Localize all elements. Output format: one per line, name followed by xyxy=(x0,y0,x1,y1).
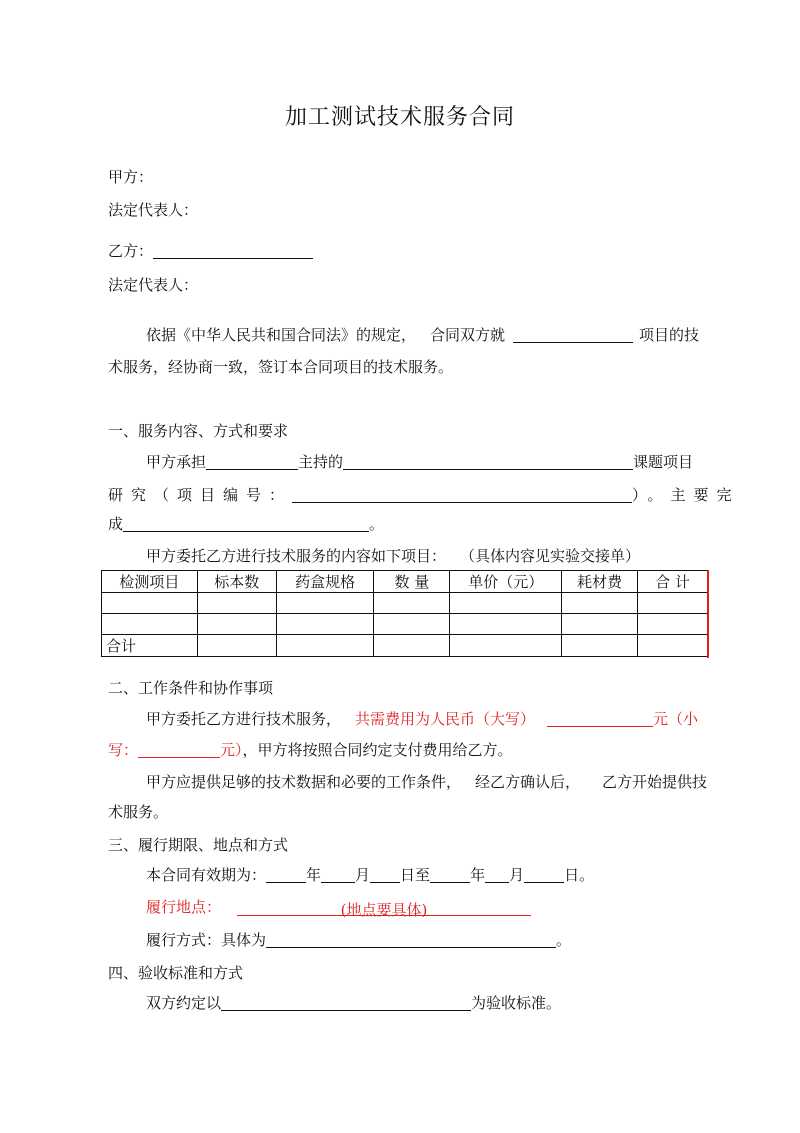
section-2-heading: 二、工作条件和协作事项 xyxy=(108,679,274,697)
table-cell[interactable] xyxy=(102,614,198,635)
table-cell[interactable] xyxy=(197,635,276,657)
fee-label-uppercase: 共需费用为人民币（大写） xyxy=(355,710,536,728)
method-end: 。 xyxy=(556,931,572,949)
section-1-heading: 一、服务内容、方式和要求 xyxy=(108,422,289,440)
day-to-label: 日至 xyxy=(400,866,431,884)
method-label: 履行方式：具体为 xyxy=(146,931,267,949)
s1-text-h: 甲方委托乙方进行技术服务的内容如下项目： xyxy=(146,547,447,565)
end-month-field[interactable] xyxy=(485,866,509,883)
section-1-line-1 xyxy=(146,451,693,472)
intro-line-1 xyxy=(146,324,699,345)
host-field[interactable] xyxy=(206,453,298,470)
table-header: 数 量 xyxy=(374,571,450,593)
term-label: 本合同有效期为： xyxy=(146,866,267,884)
table-cell[interactable] xyxy=(197,593,276,614)
place-hint: (地点要具体) xyxy=(340,901,428,919)
section-1-line-4 xyxy=(146,545,640,566)
s4-text-b: 为验收标准。 xyxy=(471,994,562,1012)
fee-lowercase-field[interactable] xyxy=(138,741,220,758)
project-number-field[interactable] xyxy=(292,486,632,503)
s1-text-f: 成 xyxy=(108,515,124,533)
table-header: 耗材费 xyxy=(562,571,638,593)
table-cell[interactable] xyxy=(450,593,562,614)
completion-field[interactable] xyxy=(123,515,369,532)
table-cell[interactable] xyxy=(638,593,708,614)
table-header: 单价（元） xyxy=(450,571,562,593)
table-total-label: 合计 xyxy=(102,635,198,657)
fee-label-lowercase: 写： xyxy=(108,741,139,759)
month-label: 月 xyxy=(509,866,525,884)
section-3-heading: 三、履行期限、地点和方式 xyxy=(108,836,289,854)
table-cell[interactable] xyxy=(562,593,638,614)
table-cell[interactable] xyxy=(638,635,708,657)
table-header: 标本数 xyxy=(197,571,276,593)
intro-text-c: 项目的技 xyxy=(639,326,700,344)
section-1-line-2 xyxy=(108,484,740,505)
s2-text-d: 经乙方确认后， xyxy=(475,773,581,791)
table-cell[interactable] xyxy=(450,635,562,657)
section-3-place xyxy=(146,896,531,917)
intro-text-b: 合同双方就 xyxy=(430,326,506,344)
section-4-heading: 四、验收标准和方式 xyxy=(108,964,244,982)
end-day-field[interactable] xyxy=(524,866,564,883)
party-b-field[interactable] xyxy=(153,242,313,259)
place-label: 履行地点： xyxy=(146,898,222,916)
party-b-label: 乙方： xyxy=(108,242,154,260)
s1-note: （具体内容见实验交接单） xyxy=(460,547,641,565)
table-header: 检测项目 xyxy=(102,571,198,593)
table-header: 药盒规格 xyxy=(276,571,374,593)
table-cell[interactable] xyxy=(562,614,638,635)
s2-text-e: 乙方开始提供技 xyxy=(602,773,708,791)
topic-field[interactable] xyxy=(343,453,633,470)
party-a-label: 甲方： xyxy=(108,168,154,186)
table-cell[interactable] xyxy=(374,614,450,635)
table-cell[interactable] xyxy=(276,593,374,614)
section-2-line-4: 术服务。 xyxy=(108,803,169,821)
section-2-line-1 xyxy=(146,708,698,729)
table-cell[interactable] xyxy=(450,614,562,635)
table-row xyxy=(102,593,708,614)
table-row xyxy=(102,614,708,635)
section-3-method xyxy=(146,929,571,950)
year-label: 年 xyxy=(470,866,486,884)
page-title: 加工测试技术服务合同 xyxy=(284,105,515,130)
table-total-row xyxy=(102,635,708,657)
table-cell[interactable] xyxy=(276,635,374,657)
section-1-line-3 xyxy=(108,513,384,534)
end-year-field[interactable] xyxy=(430,866,470,883)
party-b-rep-label: 法定代表人： xyxy=(108,276,199,294)
fee-unit-a: 元（小 xyxy=(653,710,699,728)
section-4-line-1 xyxy=(146,992,561,1013)
start-month-field[interactable] xyxy=(321,866,355,883)
s1-text-b: 主持的 xyxy=(298,453,344,471)
table-header: 合 计 xyxy=(638,571,708,593)
s1-text-e: ）。主要完 xyxy=(632,486,740,504)
party-a-rep-label: 法定代表人： xyxy=(108,201,199,219)
service-items-table xyxy=(101,570,708,657)
s1-text-d: 研究（项目编号： xyxy=(108,486,293,504)
intro-text: 依据《中华人民共和国合同法》的规定， xyxy=(146,326,417,344)
fee-unit-b: 元） xyxy=(220,741,243,759)
s2-text-c: 甲方应提供足够的技术数据和必要的工作条件， xyxy=(146,773,462,791)
table-cell[interactable] xyxy=(374,635,450,657)
table-cell[interactable] xyxy=(638,614,708,635)
intro-line-2: 术服务，经协商一致，签订本合同项目的技术服务。 xyxy=(108,358,454,376)
day-label: 日。 xyxy=(564,866,595,884)
start-day-field[interactable] xyxy=(370,866,400,883)
fee-uppercase-field[interactable] xyxy=(547,710,653,727)
table-header-row xyxy=(102,571,708,593)
party-b-row xyxy=(108,240,313,261)
project-name-field[interactable] xyxy=(513,326,633,343)
acceptance-standard-field[interactable] xyxy=(221,994,471,1011)
s2-text-b: ，甲方将按照合同约定支付费用给乙方。 xyxy=(242,741,513,759)
month-label: 月 xyxy=(355,866,371,884)
place-field[interactable] xyxy=(237,899,531,919)
method-field[interactable] xyxy=(266,931,556,948)
section-2-line-3 xyxy=(146,771,707,792)
section-3-term xyxy=(146,864,594,885)
s1-text-c: 课题项目 xyxy=(633,453,694,471)
s2-text-a: 甲方委托乙方进行技术服务， xyxy=(146,710,342,728)
s4-text-a: 双方约定以 xyxy=(146,994,222,1012)
table-cell[interactable] xyxy=(197,614,276,635)
red-margin-mark xyxy=(707,570,709,658)
year-label: 年 xyxy=(306,866,322,884)
section-2-line-2 xyxy=(108,739,513,760)
s1-text-g: 。 xyxy=(369,515,385,533)
start-year-field[interactable] xyxy=(266,866,306,883)
s1-text-a: 甲方承担 xyxy=(146,453,207,471)
table-cell[interactable] xyxy=(562,635,638,657)
table-cell[interactable] xyxy=(276,614,374,635)
table-cell[interactable] xyxy=(102,593,198,614)
table-cell[interactable] xyxy=(374,593,450,614)
